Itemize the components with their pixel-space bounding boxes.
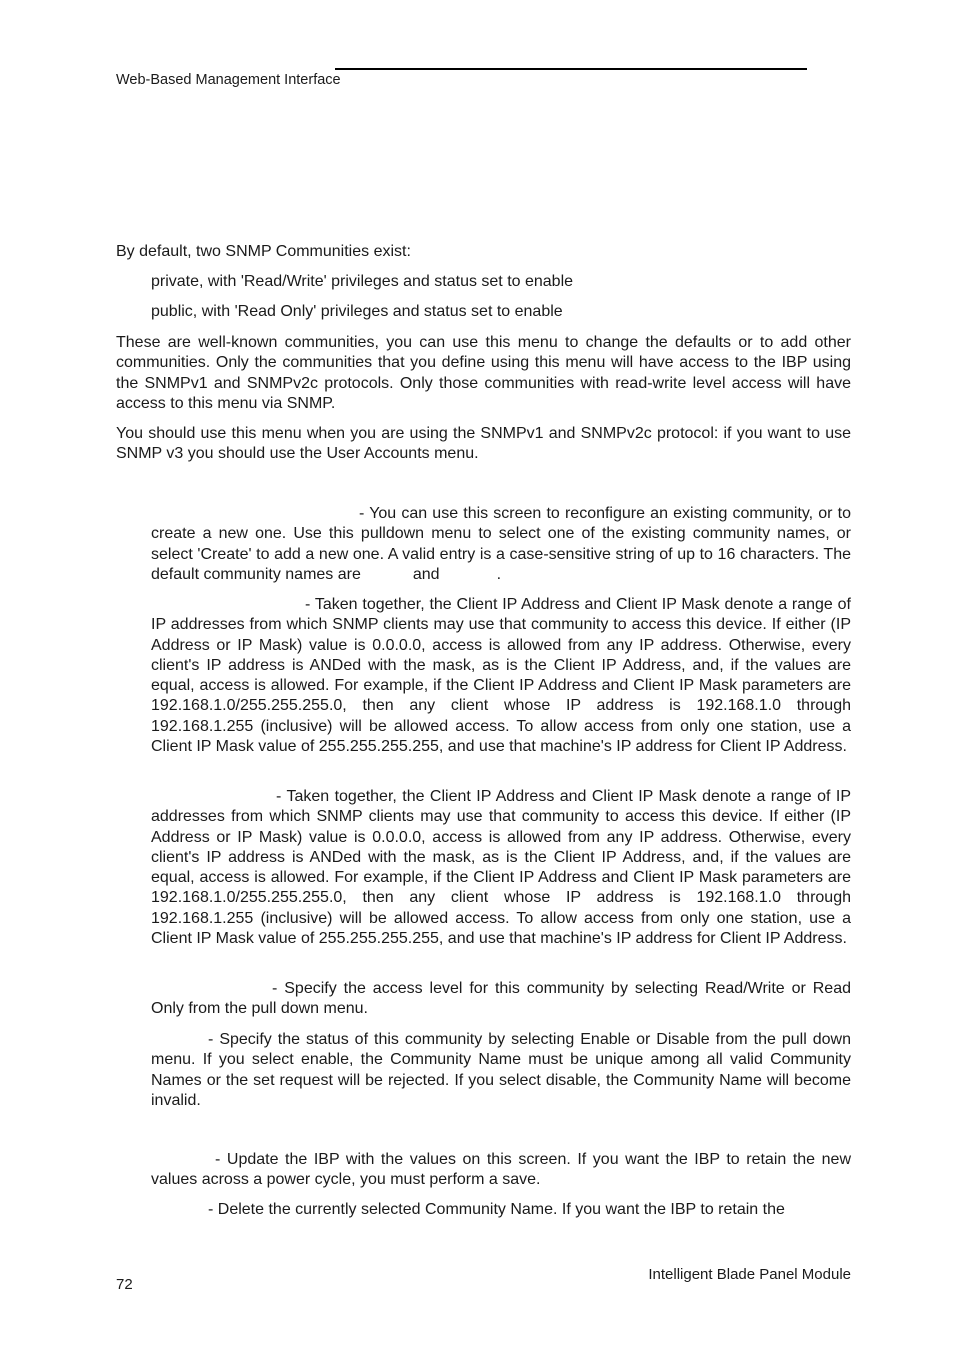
command-submit	[151, 1150, 851, 1191]
intro-item-private: private, with 'Read/Write' privileges and status set to enable	[151, 273, 574, 290]
submit-text: - Update the IBP with the values on this screen. If you want the IBP to retain the new values across a power cycle, you must perform a save.	[151, 1151, 851, 1189]
intro-paragraph-1: These are well-known communities, you can use this menu to change the defaults or to add other communities. Only the communities that you define using this menu will have access to the IBP using the SNMPv1 and SNMPv2c protocols. Only those communities with read-write level access will have access to this menu via SNMP.	[116, 334, 851, 412]
intro-item-public: public, with 'Read Only' privileges and status set to enable	[151, 303, 563, 320]
community-name-text: - You can use this screen to reconfigure an existing community, or to create a new one. Use this pulldown menu to select one of the existing community names, or select 'Create' to add a new one. A valid entry is a case-sensitive string of up to 16 characters. The default community names are	[151, 505, 851, 583]
status-text: - Specify the status of this community by selecting Enable or Disable from the pull down menu. If you select enable, the Community Name must be unique among all valid Community Names or the set request will be rejected. If you select disable, the Community Name will become invalid.	[151, 1031, 851, 1109]
command-delete	[151, 1200, 851, 1220]
footer-title: Intelligent Blade Panel Module	[648, 1266, 851, 1283]
field-client-ip-mask	[151, 787, 851, 949]
community-name-end: .	[496, 565, 502, 583]
field-status	[151, 1030, 851, 1111]
community-name-and: and	[412, 565, 440, 583]
delete-text: - Delete the currently selected Community Name. If you want the IBP to retain the	[208, 1201, 785, 1218]
intro-lead: By default, two SNMP Communities exist:	[116, 243, 411, 260]
header-rule	[335, 68, 807, 70]
client-ip-address-text: - Taken together, the Client IP Address and Client IP Mask denote a range of IP addresses from which SNMP clients may use that community to access this device. If either (IP Address or IP Mask) value is 0.0.0.0, access is allowed from any IP address. Otherwise, every client's IP address is ANDed with the mask, as is the Client IP Address, and, if the values are equal, access is allowed. For example, if the Client IP Address and Client IP Mask parameters are 192.168.1.0/255.255.255.0, then any client whose IP address is 192.168.1.0 through 192.168.1.255 (inclusive) will be allowed access. To allow access from only one station, use a Client IP Mask value of 255.255.255.255, and use that machine's IP address for Client IP Address.	[151, 596, 851, 756]
access-mode-text: - Specify the access level for this community by selecting Read/Write or Read Only from the pull down menu.	[151, 980, 851, 1018]
field-client-ip-address	[151, 595, 851, 757]
page-number: 72	[116, 1276, 133, 1293]
client-ip-mask-text: - Taken together, the Client IP Address and Client IP Mask denote a range of IP addresses from which SNMP clients may use that community to access this device. If either (IP Address or IP Mask) value is 0.0.0.0, access is allowed from any IP address. Otherwise, every client's IP address is ANDed with the mask, as is the Client IP Address, and, if the values are equal, access is allowed. For example, if the Client IP Address and Client IP Mask parameters are 192.168.1.0/255.255.255.0, then any client whose IP address is 192.168.1.0 through 192.168.1.255 (inclusive) will be allowed access. To allow access from only one station, use a Client IP Mask value of 255.255.255.255, and use that machine's IP address for Client IP Address.	[151, 788, 851, 948]
field-community-name	[151, 504, 851, 585]
page-header: Web-Based Management Interface	[116, 72, 341, 88]
field-access-mode	[151, 979, 851, 1020]
intro-paragraph-2: You should use this menu when you are using the SNMPv1 and SNMPv2c protocol: if you want to use SNMP v3 you should use the User Accounts menu.	[116, 425, 851, 463]
